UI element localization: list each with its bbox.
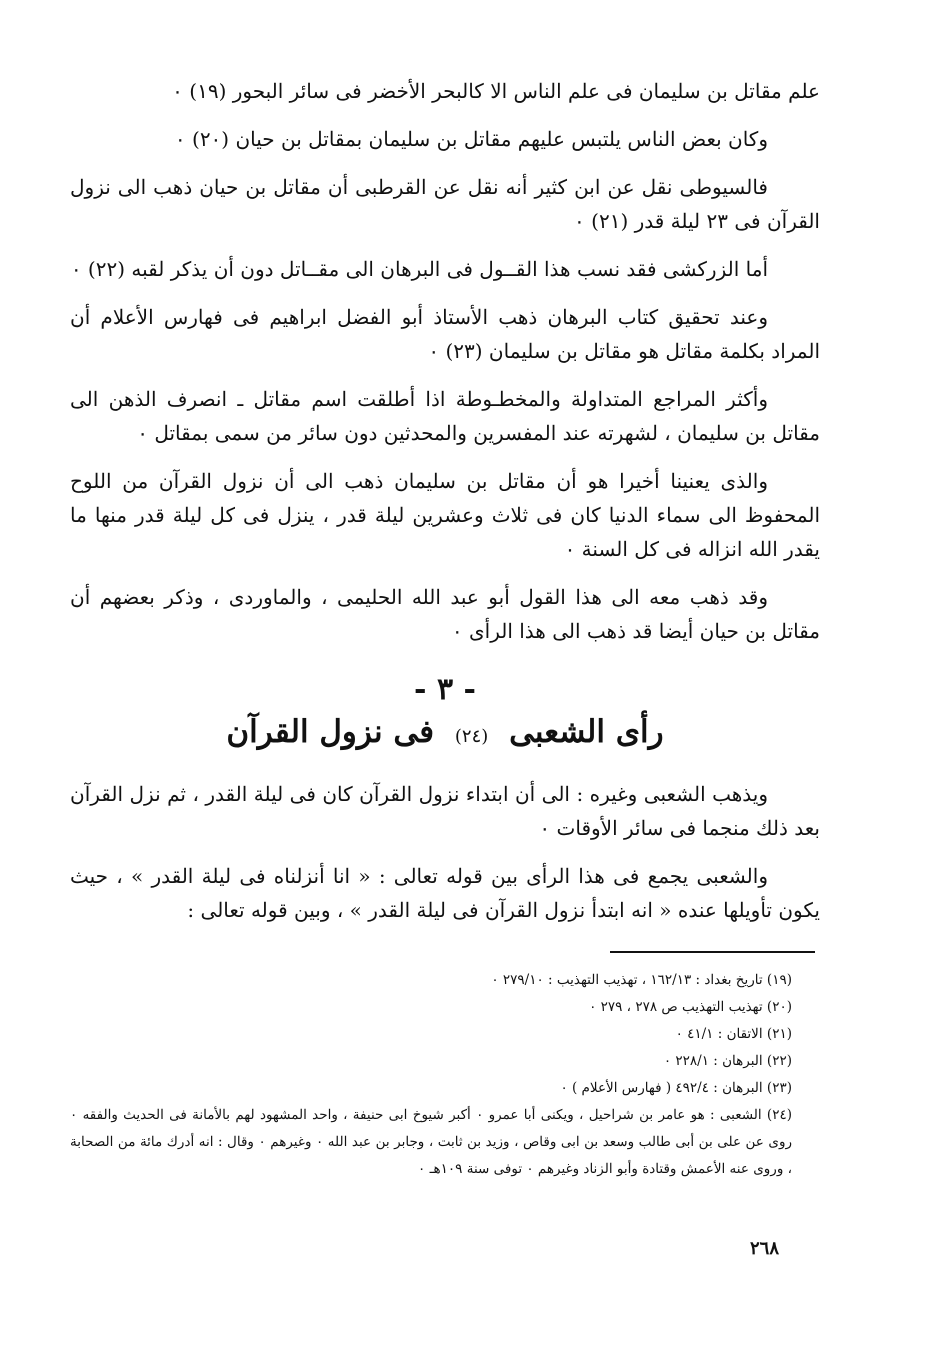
section-title-part: رأى الشعبى <box>509 714 664 750</box>
section-title <box>70 710 820 759</box>
paragraph: والذى يعنينا أخيرا هو أن مقاتل بن سليمان ذهب الى أن نزول القرآن من اللوح المحفوظ الى سماء الدنيا كان فى ثلاث وعشرين ليلة قدر ، ينزل فى كل ليلة قدر منها ما يقدر الله انزاله فى كل السنة ٠ <box>70 469 820 561</box>
paragraph: وأكثر المراجع المتداولة والمخطـوطة اذا أطلقت اسم مقاتل ـ انصرف الذهن الى مقاتل بن سليمان ، لشهرته عند المفسرين والمحدثين دون سائر من سمى بمقاتل ٠ <box>70 387 820 445</box>
footnote: (٢١) الاتقان : ٤١/١ ٠ <box>675 1026 792 1042</box>
page-number: ٢٦٨ <box>750 1238 780 1259</box>
paragraph: فالسيوطى نقل عن ابن كثير أنه نقل عن القرطبى أن مقاتل بن حيان ذهب الى نزول القرآن فى ٢٣ ليلة قدر (٢١) ٠ <box>70 175 820 233</box>
paragraph: علم مقاتل بن سليمان فى علم الناس الا كالبحر الأخضر فى سائر البحور (١٩) ٠ <box>172 79 820 103</box>
page-body <box>70 70 820 1183</box>
footnote: (٢٠) تهذيب التهذيب ص ٢٧٨ ، ٢٧٩ ٠ <box>589 999 792 1015</box>
paragraph: ويذهب الشعبى وغيره : الى أن ابتداء نزول القرآن كان فى ليلة القدر ، ثم نزل القرآن بعد ذلك منجما فى سائر الأوقات ٠ <box>70 782 820 840</box>
paragraph: أما الزركشى فقد نسب هذا القــول فى البرهان الى مقــاتل دون أن يذكر لقبه (٢٢) ٠ <box>70 257 768 281</box>
paragraph: وقد ذهب معه الى هذا القول أبو عبد الله الحليمى ، والماوردى ، وذكر بعضهم أن مقاتل بن حيان أيضا قد ذهب الى هذا الرأى ٠ <box>70 585 820 643</box>
paragraph: وعند تحقيق كتاب البرهان ذهب الأستاذ أبو الفضل ابراهيم فى فهارس الأعلام أن المراد بكلمة مقاتل هو مقاتل بن سليمان (٢٣) ٠ <box>70 305 820 363</box>
footnote: (٢٣) البرهان : ٤٩٢/٤ ( فهارس الأعلام ) ٠ <box>560 1080 792 1096</box>
footnote: (٢٤) الشعبى : هو عامر بن شراحيل ، ويكنى أبا عمرو ٠ أكبر شيوخ ابى حنيفة ، واحد المشهود لهم بالأمانة فى الحديث والفقه ٠ روى عن على بن أبى طالب وسعد بن ابى وقاص ، وزيد بن ثابت ، وجابر بن عبد الله ٠ وغيرهم ٠ وقال : انه أدرك مائة من الصحابة ، وروى عنه الأعمش وقتادة وأبو الزناد وغيرهم ٠ توفى سنة ١٠٩هـ ٠ <box>70 1107 792 1177</box>
paragraph: والشعبى يجمع فى هذا الرأى بين قوله تعالى : « انا أنزلناه فى ليلة القدر » ، حيث يكون تأويلها عنده « انه ابتدأ نزول القرآن فى ليلة القدر » ، وبين قوله تعالى : <box>70 864 820 922</box>
footnotes <box>70 967 820 1183</box>
footnote-divider <box>610 951 815 953</box>
paragraph: وكان بعض الناس يلتبس عليهم مقاتل بن سليمان بمقاتل بن حيان (٢٠) ٠ <box>174 127 768 151</box>
section-title-part: فى نزول القرآن <box>226 714 435 750</box>
footnote: (١٩) تاريخ بغداد : ١٦٢/١٣ ، تهذيب التهذيب : ٢٧٩/١٠ ٠ <box>491 972 792 988</box>
footnote: (٢٢) البرهان : ٢٢٨/١ ٠ <box>663 1053 792 1069</box>
footnote-reference: (٢٤) <box>454 726 489 747</box>
section-number: - ٣ - <box>414 672 476 707</box>
